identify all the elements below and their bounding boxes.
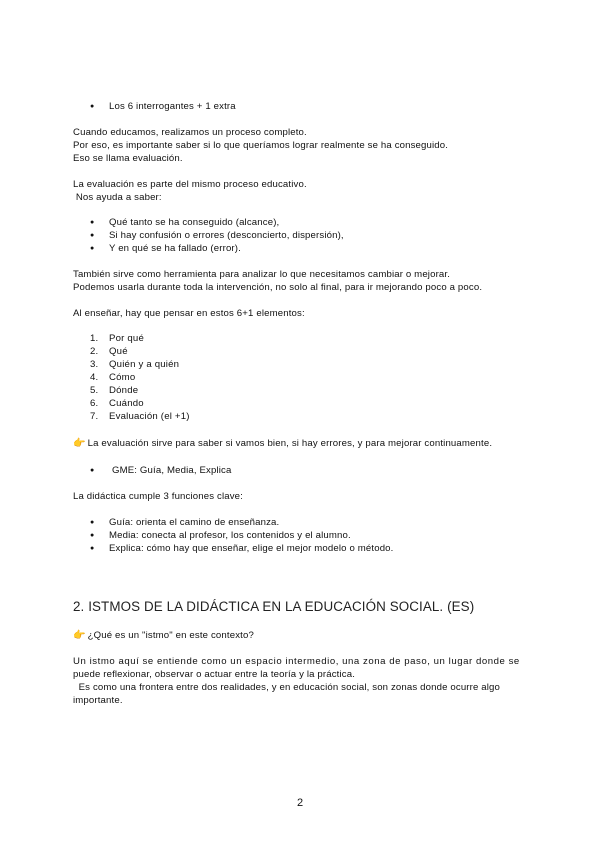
item-number: 5. — [90, 385, 99, 396]
paragraph-line: Por eso, es importante saber si lo que queríamos lograr realmente se ha conseguido. — [73, 140, 449, 151]
list-item-text: Explica: cómo hay que enseñar, elige el mejor modelo o método. — [109, 543, 394, 554]
paragraph-line: Al enseñar, hay que pensar en estos 6+1 elementos: — [73, 308, 305, 319]
note-line — [73, 437, 492, 450]
bullet-dot-icon: ● — [90, 519, 95, 526]
item-label: Evaluación (el +1) — [109, 411, 190, 422]
page-number: 2 — [296, 797, 304, 809]
list-item-text: Qué tanto se ha conseguido (alcance), — [109, 217, 280, 228]
item-number: 2. — [90, 346, 99, 357]
item-label: Por qué — [109, 333, 145, 344]
paragraph-line: Nos ayuda a saber: — [73, 192, 162, 203]
section-heading: 2. ISTMOS DE LA DIDÁCTICA EN LA EDUCACIÓN SOCIAL. (ES) — [73, 599, 475, 614]
numbered-item — [90, 384, 138, 397]
item-number: 3. — [90, 359, 99, 370]
item-label: Qué — [109, 346, 128, 357]
list-item-text: Si hay confusión o errores (desconcierto, dispersión), — [109, 230, 344, 241]
list-item — [90, 542, 393, 555]
bullet-text: GME: Guía, Media, Explica — [112, 465, 232, 476]
numbered-item — [90, 371, 135, 384]
bullet-gme — [90, 464, 231, 477]
numbered-item — [90, 332, 144, 345]
item-label: Cuándo — [109, 398, 144, 409]
list-item — [90, 216, 279, 229]
bullet-text: Los 6 interrogantes + 1 extra — [109, 101, 236, 112]
numbered-item — [90, 397, 144, 410]
pointing-hand-icon: 👉 — [73, 630, 86, 641]
paragraph-line: importante. — [73, 695, 123, 706]
item-number: 7. — [90, 411, 99, 422]
bullet-dot-icon: ● — [90, 545, 95, 552]
item-label: Dónde — [109, 385, 139, 396]
list-item — [90, 242, 241, 255]
bullet-dot-icon: ● — [90, 103, 95, 110]
list-item-text: Y en qué se ha fallado (error). — [109, 243, 241, 254]
note-text: La evaluación sirve para saber si vamos bien, si hay errores, y para mejorar continuamente. — [87, 438, 493, 449]
paragraph-line: puede reflexionar, observar o actuar entre la teoría y la práctica. — [73, 669, 356, 680]
numbered-item — [90, 410, 190, 423]
paragraph-line: La evaluación es parte del mismo proceso educativo. — [73, 179, 307, 190]
list-item-text: Media: conecta al profesor, los contenidos y el alumno. — [109, 530, 351, 541]
question-line — [73, 629, 254, 642]
bullet-interrogantes — [90, 100, 236, 113]
question-text: ¿Qué es un "istmo" en este contexto? — [87, 630, 254, 641]
numbered-item — [90, 345, 128, 358]
item-number: 1. — [90, 333, 99, 344]
paragraph-line: Eso se llama evaluación. — [73, 153, 183, 164]
list-item-text: Guía: orienta el camino de enseñanza. — [109, 517, 280, 528]
bullet-dot-icon: ● — [90, 245, 95, 252]
bullet-dot-icon: ● — [90, 219, 95, 226]
bullet-dot-icon: ● — [90, 232, 95, 239]
item-label: Quién y a quién — [109, 359, 180, 370]
item-label: Cómo — [109, 372, 136, 383]
paragraph-line: Un istmo aquí se entiende como un espacio intermedio, una zona de paso, un lugar donde se — [73, 656, 520, 667]
paragraph-line: La didáctica cumple 3 funciones clave: — [73, 491, 243, 502]
paragraph-line: Es como una frontera entre dos realidades, y en educación social, son zonas donde ocurre algo — [73, 682, 501, 693]
bullet-dot-icon: ● — [90, 532, 95, 539]
item-number: 6. — [90, 398, 99, 409]
paragraph-line: También sirve como herramienta para analizar lo que necesitamos cambiar o mejorar. — [73, 269, 451, 280]
list-item — [90, 229, 344, 242]
item-number: 4. — [90, 372, 99, 383]
paragraph-line: Podemos usarla durante toda la intervención, no solo al final, para ir mejorando poco a poco. — [73, 282, 483, 293]
pointing-hand-icon: 👉 — [73, 438, 86, 449]
bullet-dot-icon: ● — [90, 467, 95, 474]
paragraph-line: Cuando educamos, realizamos un proceso completo. — [73, 127, 307, 138]
list-item — [90, 529, 351, 542]
numbered-item — [90, 358, 179, 371]
list-item — [90, 516, 279, 529]
